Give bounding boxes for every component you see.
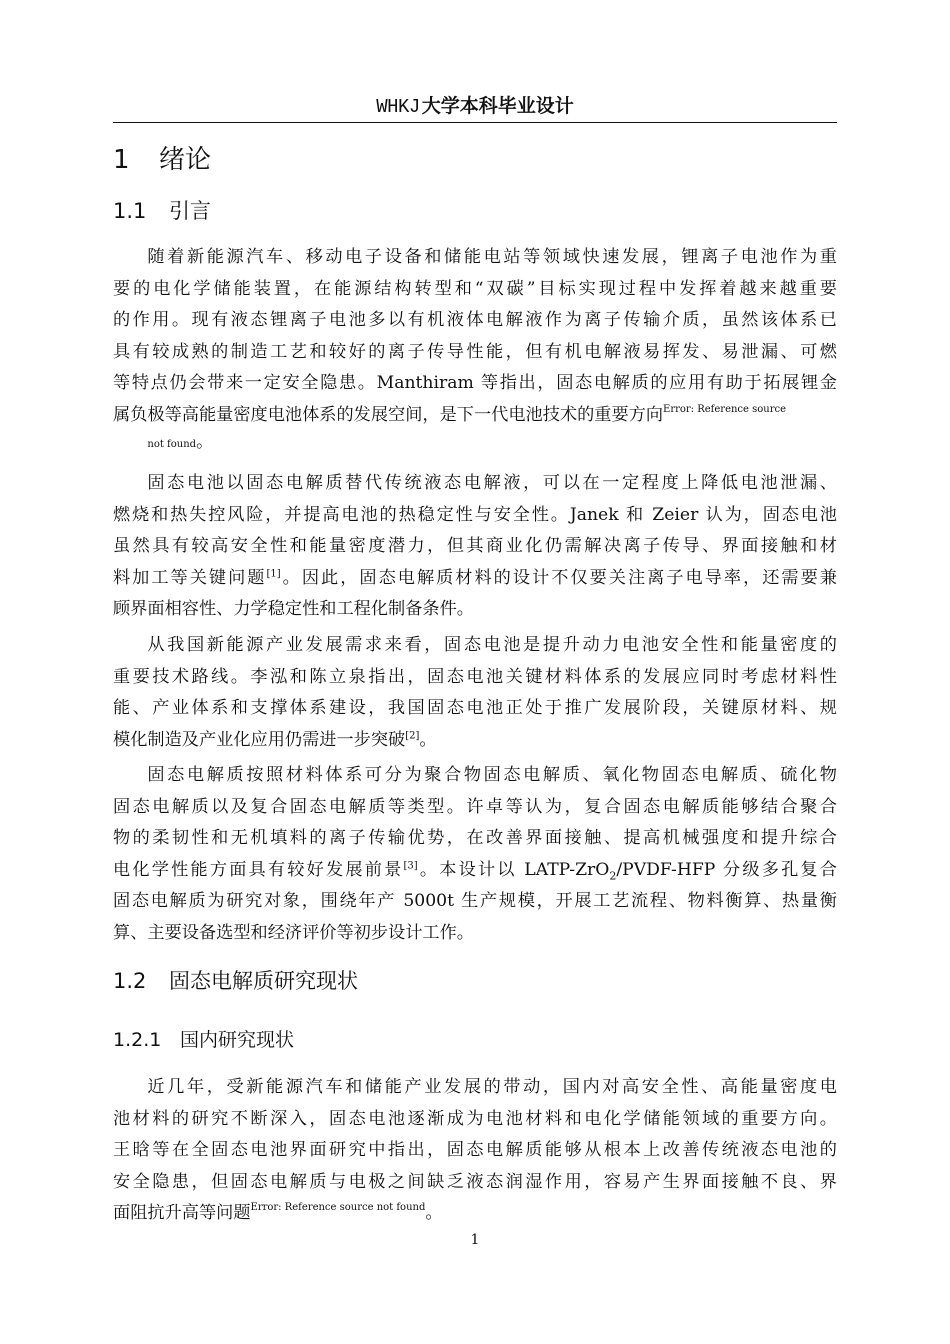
- text-line: 安全隐患，但固态电解质与电极之间缺乏液态润湿作用，容易产生界面接触不良、界: [113, 1171, 837, 1192]
- paragraph-domestic-research: [113, 1072, 837, 1230]
- paragraph-intro-1: [113, 242, 837, 456]
- subsection-number: 1.2.1: [113, 1029, 162, 1051]
- text-line: 随着新能源汽车、移动电子设备和储能电站等领域快速发展，锂离子电池作为重: [147, 247, 837, 267]
- text-line: 算、主要设备选型和经济评价等初步设计工作。: [113, 922, 474, 943]
- chapter-title: 绪论: [159, 145, 212, 175]
- text-run: 电化学性能方面具有较好发展前景: [113, 859, 404, 880]
- text-line: [113, 1198, 837, 1230]
- text-run: 属负极等高能量密度电池体系的发展空间，是下一代电池技术的重要方向: [113, 404, 664, 425]
- text-line: [113, 855, 837, 887]
- text-line: [113, 563, 837, 595]
- header-title: 大学本科毕业设计: [421, 95, 574, 117]
- text-line: 王晗等在全固态电池界面研究中指出，固态电解质能够从根本上改善传统液态电池的: [113, 1140, 837, 1160]
- chapter-heading: [113, 142, 211, 178]
- text-line: 从我国新能源产业发展需求来看，固态电池是提升动力电池安全性和能量密度的: [147, 635, 837, 655]
- page-number: 1: [470, 1232, 480, 1248]
- text-line: 能、产业体系和支撑体系建设，我国固态电池正处于推广发展阶段，关键原材料、规: [113, 698, 837, 718]
- text-run: 面阻抗升高等问题: [113, 1203, 251, 1223]
- text-line: 顾界面相容性、力学稳定性和工程化制备条件。: [113, 599, 474, 619]
- text-run: 。: [425, 1203, 443, 1223]
- section-title: 引言: [169, 199, 211, 223]
- header-school-code: WHKJ: [376, 96, 420, 118]
- text-run: /PVDF-HFP 分级多孔复合: [616, 859, 837, 880]
- text-run: 。因此，固态电解质材料的设计不仅要关注离子电导率，还需要兼: [280, 567, 837, 588]
- text-line: 近几年，受新能源汽车和储能产业发展的带动，国内对高安全性、高能量密度电: [147, 1077, 837, 1097]
- section-title: 固态电解质研究现状: [169, 969, 358, 993]
- text-line: 的作用。现有液态锂离子电池多以有机液体电解液作为离子传输介质，虽然该体系已: [113, 310, 837, 330]
- text-line: 等特点仍会带来一定安全隐患。Manthiram 等指出，固态电解质的应用有助于拓展锂金: [113, 373, 837, 393]
- paragraph-intro-3: [113, 630, 837, 756]
- text-line: 燃烧和热失控风险，并提高电池的热稳定性与安全性。Janek 和 Zeier 认为，固态电池: [113, 504, 837, 525]
- reference-error-text: not found: [147, 439, 197, 450]
- text-run: 料加工等关键问题: [113, 567, 267, 588]
- text-line: 虽然具有较高安全性和能量密度潜力，但其商业化仍需解决离子传导、界面接触和材: [113, 536, 837, 556]
- text-line: 固态电解质以及复合固态电解质等类型。许卓等认为，复合固态电解质能够结合聚合: [113, 796, 837, 817]
- text-run: 。本设计以 LATP-ZrO: [417, 859, 610, 880]
- citation: [1]: [266, 567, 281, 579]
- text-line: 固态电解质为研究对象，围绕年产 5000t 生产规模，开展工艺流程、物料衡算、热量衡: [113, 891, 837, 911]
- section-number: 1.2: [113, 969, 147, 993]
- section-number: 1.1: [113, 199, 147, 223]
- reference-error: Error: Reference source not found: [250, 1202, 426, 1213]
- section-heading-1-2: [113, 966, 358, 996]
- subsection-heading-1-2-1: [113, 1026, 294, 1054]
- subscript: 2: [609, 868, 617, 882]
- text-line: [113, 725, 837, 757]
- text-line: 物的柔韧性和无机填料的离子传输优势，在改善界面接触、提高机械强度和提升综合: [113, 828, 837, 848]
- citation: [3]: [403, 859, 418, 871]
- chapter-number: 1: [113, 145, 130, 175]
- text-line: 要的电化学储能装置，在能源结构转型和“双碳”目标实现过程中发挥着越来越重要: [113, 278, 837, 299]
- subsection-title: 国内研究现状: [180, 1029, 295, 1051]
- text-run: 。: [419, 729, 437, 750]
- reference-error-continued: [113, 431, 837, 456]
- text-run: 模化制造及产业化应用仍需进一步突破: [113, 729, 406, 750]
- paragraph-intro-4: [113, 760, 837, 949]
- reference-error: Error: Reference source: [663, 403, 787, 415]
- text-line: [113, 400, 837, 432]
- text-line: 重要技术路线。李泓和陈立泉指出，固态电池关键材料体系的发展应同时考虑材料性: [113, 666, 837, 687]
- page-header: [113, 92, 837, 123]
- text-run: 。: [196, 432, 214, 452]
- paragraph-intro-2: [113, 468, 837, 626]
- text-line: 固态电池以固态电解质替代传统液态电解液，可以在一定程度上降低电池泄漏、: [147, 473, 837, 493]
- text-line: 池材料的研究不断深入，固态电池逐渐成为电池材料和电化学储能领域的重要方向。: [113, 1108, 837, 1129]
- section-heading-1-1: [113, 196, 211, 226]
- text-line: 固态电解质按照材料体系可分为聚合物固态电解质、氧化物固态电解质、硫化物: [147, 765, 837, 785]
- text-line: 具有较成熟的制造工艺和较好的离子传导性能，但有机电解液易挥发、易泄漏、可燃: [113, 341, 837, 362]
- citation: [2]: [405, 729, 420, 741]
